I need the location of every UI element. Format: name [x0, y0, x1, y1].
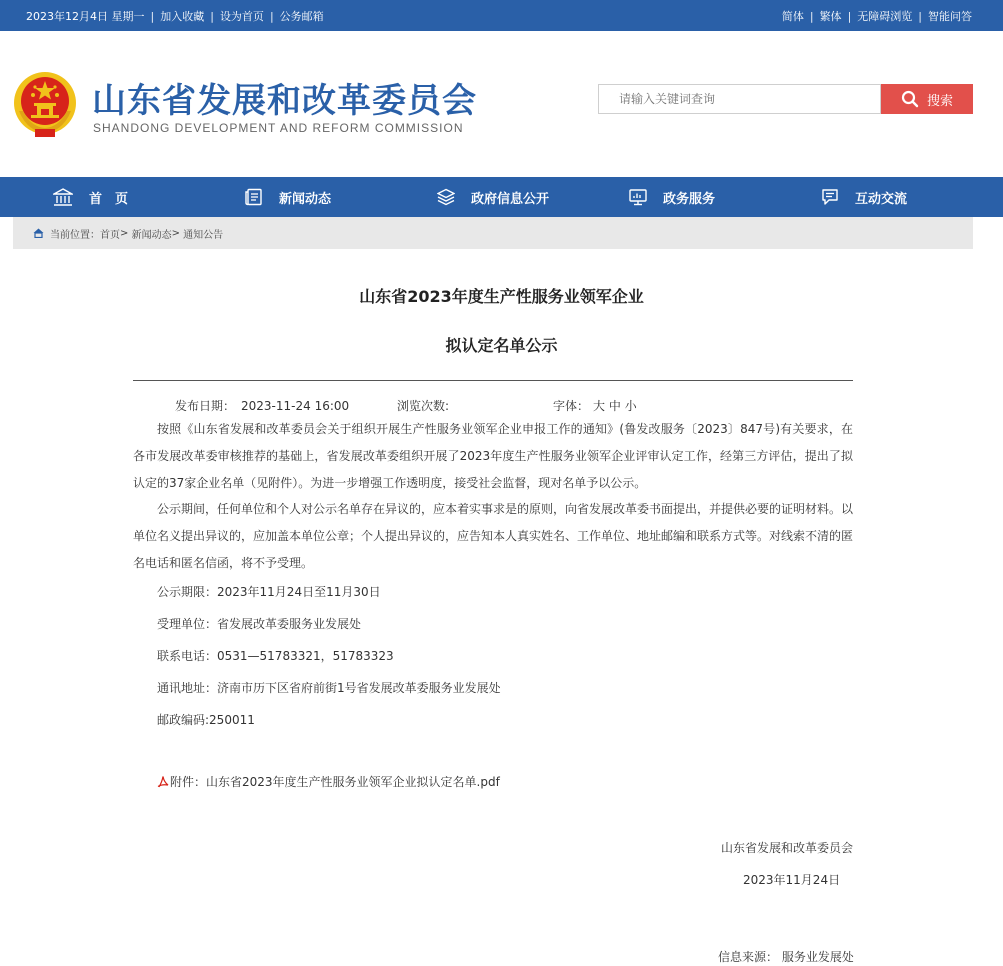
- nav-item-home-label: 首 页: [89, 191, 129, 207]
- publish-date: 2023-11-24 16:00: [241, 399, 350, 413]
- current-date: 2023年12月4日 星期一: [26, 10, 145, 23]
- monitor-icon: [629, 188, 647, 206]
- home-icon: [53, 188, 73, 206]
- breadcrumb-label: 当前位置：: [50, 229, 100, 241]
- views-label: 浏览次数:: [397, 399, 450, 413]
- news-icon: [245, 188, 263, 206]
- notice-period: 公示期限：2023年11月24日至11月30日: [157, 585, 381, 599]
- breadcrumb: [13, 217, 973, 249]
- information-source: 信息来源： 服务业发展处: [718, 950, 854, 964]
- site-subtitle: SHANDONG DEVELOPMENT AND REFORM COMMISSION: [93, 121, 464, 135]
- attachment-link[interactable]: [157, 773, 500, 790]
- font-size-control: [553, 397, 637, 414]
- article-title-line2: 拟认定名单公示: [445, 336, 558, 355]
- font-size-large[interactable]: 大: [593, 399, 606, 413]
- search-button[interactable]: [881, 84, 973, 114]
- breadcrumb-home-icon: [33, 228, 44, 238]
- article-paragraph-2: 公示期间，任何单位和个人对公示名单存在异议的，应本着实事求是的原则，向省发展改革委书面提出，并提供必要的证明材料。以单位名义提出异议的，应加盖本单位公章；个人提出异议的，应告知本人真实姓名、工作单位、地址邮编和联系方式等。对线索不清的匿名电话和匿名信函，将不予受理。: [133, 502, 854, 570]
- font-size-medium[interactable]: 中: [608, 399, 621, 413]
- breadcrumb-home[interactable]: 首页: [100, 229, 120, 241]
- nav-item-home[interactable]: [53, 177, 128, 217]
- national-emblem-icon: [13, 71, 77, 139]
- publish-date-meta: [175, 397, 349, 414]
- search-input[interactable]: [598, 84, 881, 114]
- smart-qa-link[interactable]: 智能问答: [928, 10, 972, 23]
- nav-item-interaction-label: 互动交流: [855, 191, 908, 207]
- nav-item-services-label: 政务服务: [663, 191, 716, 207]
- attachment-label: 附件：山东省2023年度生产性服务业领军企业拟认定名单.pdf: [170, 775, 500, 789]
- nav-item-gov-info[interactable]: [437, 177, 549, 217]
- main-nav: [0, 177, 1003, 217]
- breadcrumb-separator: >: [120, 227, 129, 239]
- nav-item-news-label: 新闻动态: [279, 191, 332, 207]
- search-button-label: 搜索: [926, 93, 953, 109]
- simplified-chinese-link[interactable]: 简体: [781, 10, 804, 23]
- pdf-icon: [157, 775, 169, 788]
- set-homepage-link[interactable]: 设为首页: [219, 10, 264, 23]
- layers-icon: [437, 188, 455, 206]
- title-divider: [133, 380, 853, 381]
- top-bar-left: 2023年12月4日 星期一 | 加入收藏 | 设为首页 | 公务邮箱: [26, 10, 324, 23]
- publish-date-label: 发布日期：: [175, 399, 236, 413]
- nav-item-interaction[interactable]: [821, 177, 907, 217]
- signing-date: 2023年11月24日: [743, 873, 841, 887]
- chat-icon: [821, 188, 839, 206]
- traditional-chinese-link[interactable]: 繁体: [819, 10, 842, 23]
- breadcrumb-separator: >: [171, 227, 180, 239]
- postal-code: 邮政编码:250011: [157, 713, 255, 727]
- font-size-label: 字体：: [553, 399, 590, 413]
- nav-item-services[interactable]: [629, 177, 715, 217]
- mailing-address: 通讯地址：济南市历下区省府前街1号省发展改革委服务业发展处: [157, 681, 501, 695]
- site-title[interactable]: 山东省发展和改革委员会: [92, 81, 477, 121]
- top-bar-right: 简体 | 繁体 | 无障碍浏览 | 智能问答: [781, 10, 972, 23]
- add-favorite-link[interactable]: 加入收藏: [160, 10, 205, 23]
- article-paragraph-1: 按照《山东省发展和改革委员会关于组织开展生产性服务业领军企业申报工作的通知》(鲁发改服务〔2023〕847号)有关要求，在各市发展改革委审核推荐的基础上，省发展改革委组织开展了2023年度生产性服务业领军企业评审认定工作，经第三方评估，提出了拟认定的37家企业名单（见附件）。为进一步增强工作透明度，接受社会监督，现对名单予以公示。: [133, 422, 853, 490]
- breadcrumb-news[interactable]: 新闻动态: [131, 229, 172, 241]
- breadcrumb-notice[interactable]: 通知公告: [183, 229, 224, 241]
- top-utility-bar: [0, 0, 1003, 31]
- search-icon: [901, 90, 919, 108]
- font-size-small[interactable]: 小: [624, 399, 637, 413]
- accessible-browsing-link[interactable]: 无障碍浏览: [857, 10, 913, 23]
- official-mail-link[interactable]: 公务邮箱: [279, 10, 324, 23]
- signing-organization: 山东省发展和改革委员会: [721, 841, 854, 855]
- article-title-line1: 山东省2023年度生产性服务业领军企业: [359, 287, 644, 306]
- nav-item-news[interactable]: [245, 177, 331, 217]
- receiving-unit: 受理单位：省发展改革委服务业发展处: [157, 617, 362, 631]
- nav-item-gov-info-label: 政府信息公开: [471, 191, 550, 207]
- contact-phone: 联系电话：0531—51783321，51783323: [157, 649, 394, 663]
- site-header: [0, 31, 1003, 177]
